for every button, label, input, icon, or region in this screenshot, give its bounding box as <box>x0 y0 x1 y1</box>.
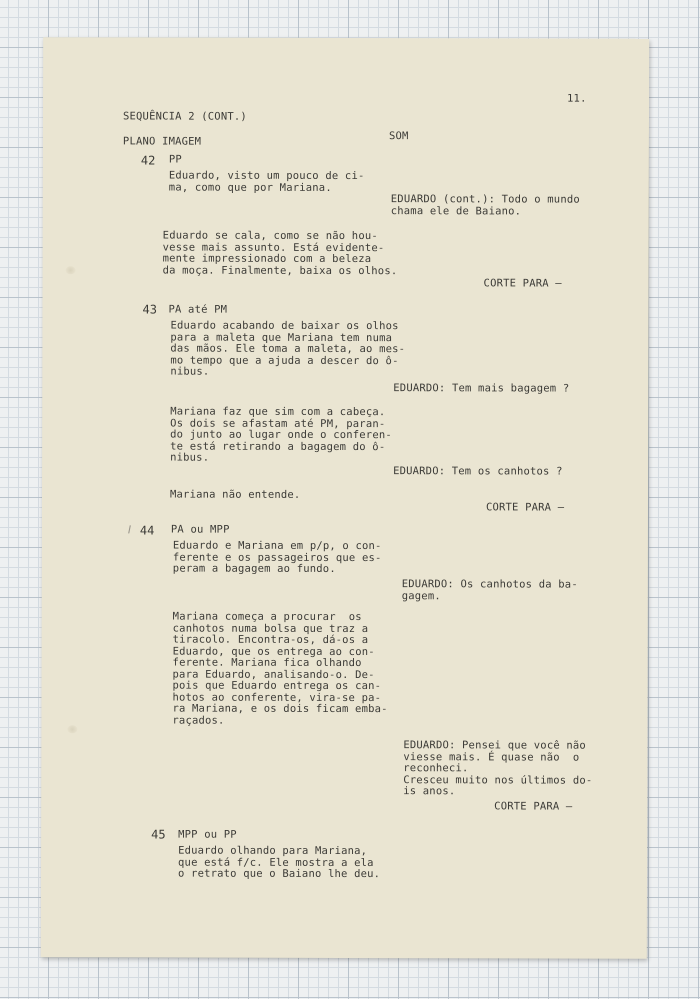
shot-type: MPP ou PP <box>178 828 237 841</box>
sequence-header: SEQUÊNCIA 2 (CONT.) <box>122 110 247 123</box>
sound-dialogue: EDUARDO: Tem os canhotos ? <box>393 465 563 478</box>
column-header-image: PLANO IMAGEM <box>122 135 202 148</box>
shot-type: PP <box>168 153 182 166</box>
sound-dialogue: EDUARDO (cont.): Todo o mundo chama ele de Baiano. <box>390 193 580 217</box>
script-page <box>41 37 649 959</box>
shot-number: 45 <box>151 827 166 842</box>
sound-dialogue: EDUARDO: Tem mais bagagem ? <box>393 382 570 395</box>
image-description: Eduardo e Mariana em p/p, o con- ferente e os passageiros que es- peram a bagagem ao fundo. <box>172 539 382 575</box>
transition-cut: CORTE PARA — <box>485 501 565 514</box>
pencil-mark: I <box>127 523 132 537</box>
image-description: Mariana começa a procurar os canhotos numa bolsa que traz a tiracolo. Encontra-os, dá-os a Eduardo, que os entrega ao con- ferente. Mariana fica olhando para Eduardo, analisando-o. De- pois que Eduardo entrega os can- hotos ao conferente, vira-se pa- ra Mariana, e os dois ficam emba- raçados. <box>172 610 388 727</box>
page-number: 11. <box>567 92 587 105</box>
shot-number: 43 <box>142 302 157 317</box>
image-description: Eduardo, visto um pouco de ci- ma, como que por Mariana. <box>168 169 365 194</box>
image-description: Mariana não entende. <box>169 488 301 501</box>
image-description: Eduardo olhando para Mariana, que está f/c. Ele mostra a ela o retrato que o Baiano lhe deu. <box>178 844 381 881</box>
binder-hole <box>67 725 77 733</box>
image-description: Eduardo se cala, como se não hou- vesse mais assunto. Está evidente- mente impressionado com a beleza da moça. Finalmente, baixa os olhos. <box>162 229 398 277</box>
image-description: Eduardo acabando de baixar os olhos para a maleta que Mariana tem numa das mãos. Ele toma a maleta, ao mes- mo tempo que a ajuda a descer do ô- nibus. <box>170 319 406 378</box>
shot-number: 44 <box>139 523 155 538</box>
transition-cut: CORTE PARA — <box>494 800 573 813</box>
sound-dialogue: EDUARDO: Pensei que você não viesse mais. É quase não o reconheci. Cresceu muito nos últimos do- is anos. <box>403 739 593 798</box>
image-description: Mariana faz que sim com a cabeça. Os dois se afastam até PM, paran- do junto ao lugar onde o conferen- te está retirando a bagagem do ô- nibus. <box>170 405 392 464</box>
shot-type: PA até PM <box>168 303 228 316</box>
shot-type: PA ou MPP <box>170 523 230 536</box>
column-header-sound: SOM <box>388 130 409 143</box>
binder-hole <box>66 266 76 274</box>
shot-number: 42 <box>140 153 156 168</box>
transition-cut: CORTE PARA — <box>483 277 562 290</box>
sound-dialogue: EDUARDO: Os canhotos da ba- gagem. <box>401 578 578 602</box>
